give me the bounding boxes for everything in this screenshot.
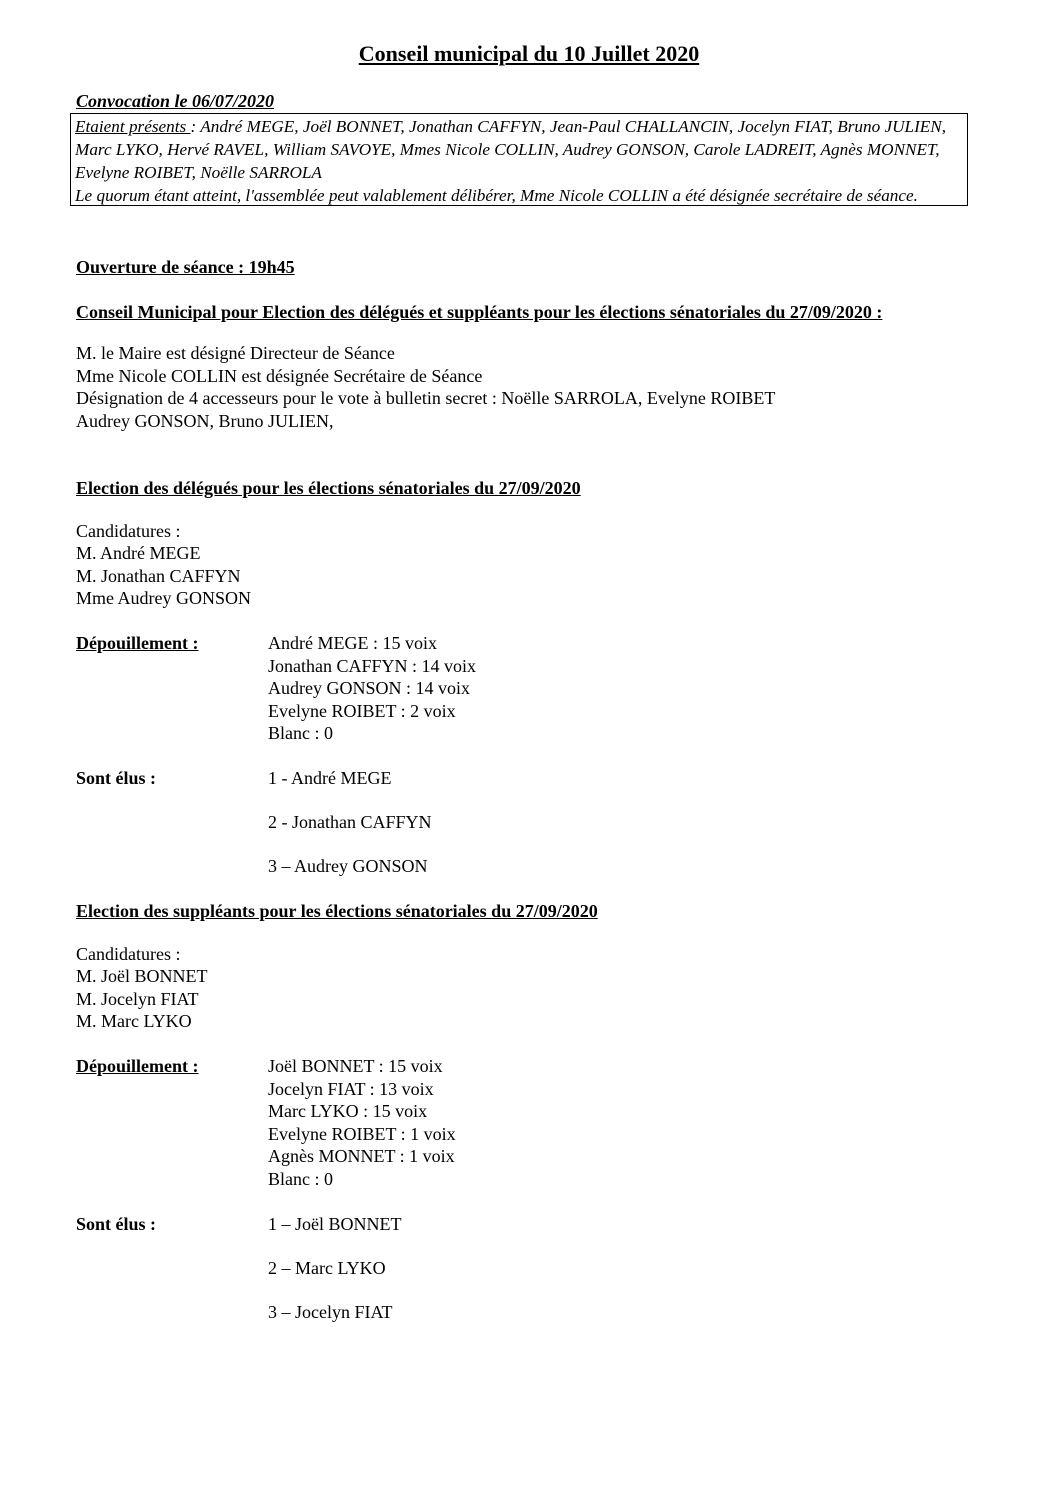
delegates-count-row: Jonathan CAFFYN : 14 voix xyxy=(268,656,477,676)
attendance-line-2: Marc LYKO, Hervé RAVEL, William SAVOYE, Mmes Nicole COLLIN, Audrey GONSON, Carole LADREIT, Agnès MONNET, xyxy=(75,140,940,159)
substitutes-candidatures-label: Candidatures : xyxy=(76,944,181,964)
substitutes-elected: 3 – Jocelyn FIAT xyxy=(268,1302,393,1322)
substitutes-candidate: M. Marc LYKO xyxy=(76,1011,192,1031)
attendance-box xyxy=(70,113,968,206)
delegates-count-label: Dépouillement : xyxy=(76,633,199,653)
convocation-date: Convocation le 06/07/2020 xyxy=(76,91,274,111)
substitutes-count-row: Marc LYKO : 15 voix xyxy=(268,1101,428,1121)
substitutes-heading: Election des suppléants pour les élections sénatoriales du 27/09/2020 xyxy=(76,901,598,921)
delegates-elected: 3 – Audrey GONSON xyxy=(268,856,428,876)
delegates-elected: 2 - Jonathan CAFFYN xyxy=(268,812,432,832)
delegates-count-row: Evelyne ROIBET : 2 voix xyxy=(268,701,456,721)
page-title: Conseil municipal du 10 Juillet 2020 xyxy=(358,41,700,66)
substitutes-count-row: Agnès MONNET : 1 voix xyxy=(268,1146,455,1166)
council-line: Audrey GONSON, Bruno JULIEN, xyxy=(76,411,334,431)
substitutes-candidate: M. Joël BONNET xyxy=(76,966,208,986)
substitutes-count-row: Jocelyn FIAT : 13 voix xyxy=(268,1079,434,1099)
council-line: Désignation de 4 accesseurs pour le vote à bulletin secret : Noëlle SARROLA, Evelyne ROIBET xyxy=(76,388,776,408)
delegates-count-row: Blanc : 0 xyxy=(268,723,333,743)
substitutes-count-row: Blanc : 0 xyxy=(268,1169,333,1189)
substitutes-count-row: Joël BONNET : 15 voix xyxy=(268,1056,443,1076)
substitutes-elected: 2 – Marc LYKO xyxy=(268,1258,386,1278)
delegates-candidate: M. Jonathan CAFFYN xyxy=(76,566,241,586)
opening-heading: Ouverture de séance : 19h45 xyxy=(76,257,295,277)
quorum-statement: Le quorum étant atteint, l'assemblée peut valablement délibérer, Mme Nicole COLLIN a été désignée secrétaire de séance. xyxy=(75,186,918,205)
council-line: M. le Maire est désigné Directeur de Séance xyxy=(76,343,395,363)
attendance-label: Etaient présents xyxy=(75,117,191,136)
delegates-candidatures-label: Candidatures : xyxy=(76,521,181,541)
delegates-count-row: Audrey GONSON : 14 voix xyxy=(268,678,470,698)
delegates-count-row: André MEGE : 15 voix xyxy=(268,633,437,653)
delegates-elected: 1 - André MEGE xyxy=(268,768,392,788)
substitutes-elected-label: Sont élus : xyxy=(76,1214,157,1234)
substitutes-count-row: Evelyne ROIBET : 1 voix xyxy=(268,1124,456,1144)
substitutes-candidate: M. Jocelyn FIAT xyxy=(76,989,199,1009)
substitutes-elected: 1 – Joël BONNET xyxy=(268,1214,402,1234)
council-heading: Conseil Municipal pour Election des délégués et suppléants pour les élections sénatoriales du 27/09/2020 : xyxy=(76,302,883,322)
attendance-line-1 xyxy=(75,115,963,138)
attendance-names-1: : André MEGE, Joël BONNET, Jonathan CAFFYN, Jean-Paul CHALLANCIN, Jocelyn FIAT, Bruno JULIEN, xyxy=(190,117,947,136)
council-line: Mme Nicole COLLIN est désignée Secrétaire de Séance xyxy=(76,366,483,386)
delegates-elected-label: Sont élus : xyxy=(76,768,157,788)
attendance-line-3: Evelyne ROIBET, Noëlle SARROLA xyxy=(75,163,322,182)
delegates-candidate: Mme Audrey GONSON xyxy=(76,588,251,608)
delegates-candidate: M. André MEGE xyxy=(76,543,201,563)
delegates-heading: Election des délégués pour les élections sénatoriales du 27/09/2020 xyxy=(76,478,581,498)
substitutes-count-label: Dépouillement : xyxy=(76,1056,199,1076)
